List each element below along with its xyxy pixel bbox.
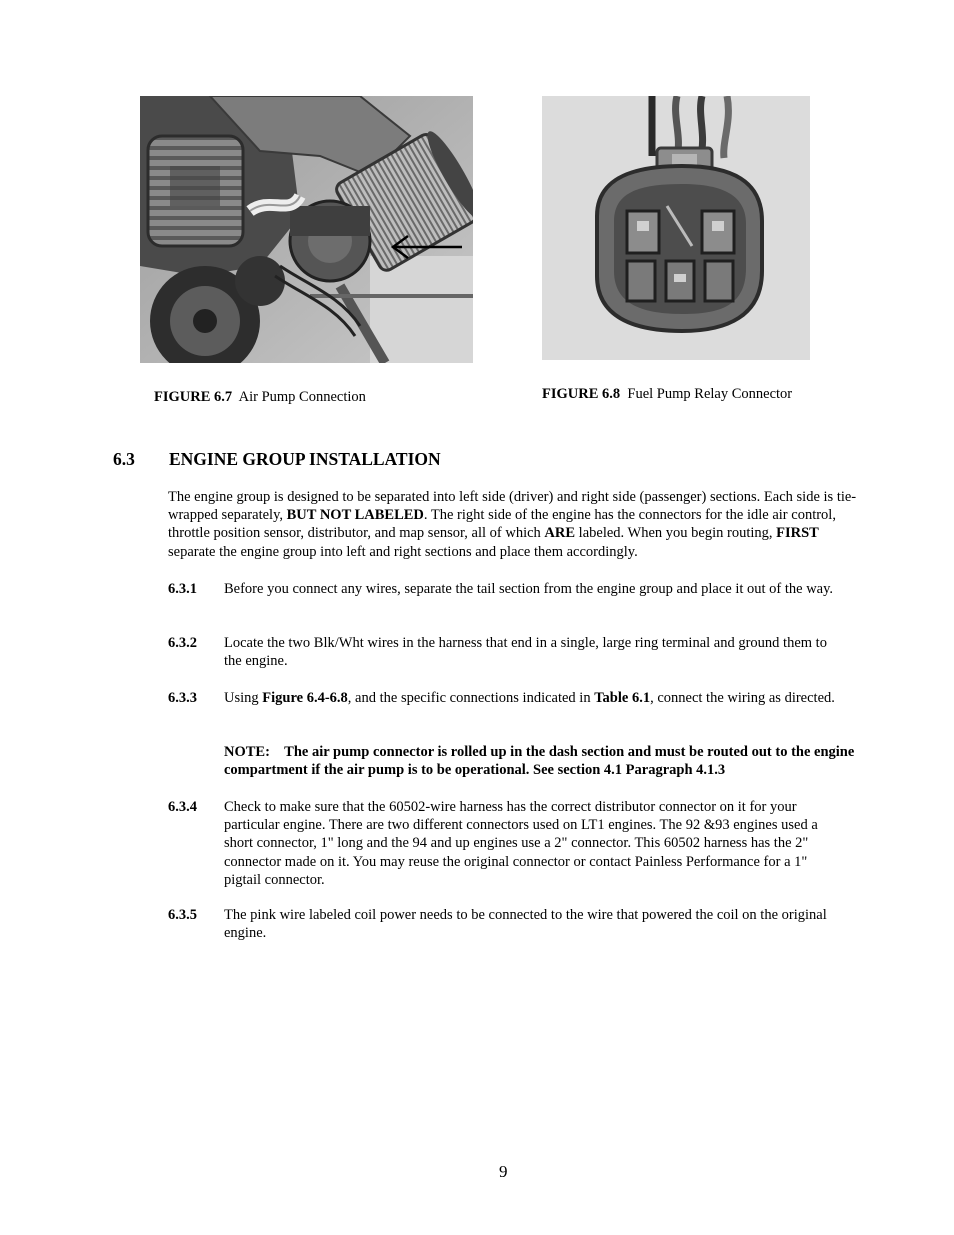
text-run: , connect the wiring as directed. [650, 690, 835, 706]
figure-6-7-caption [154, 389, 366, 406]
bold-run: BUT NOT LABELED [286, 507, 424, 524]
figure-6-7-photo [140, 96, 473, 363]
item-text: Locate the two Blk/Wht wires in the harness that end in a single, large ring terminal and ground them to the engine. [224, 635, 827, 670]
figure-6-8-caption [542, 386, 792, 403]
item-number: 6.3.4 [168, 799, 197, 815]
section-number: 6.3 [113, 449, 135, 469]
item-text: Before you connect any wires, separate the tail section from the engine group and place it out of the way. [224, 581, 834, 597]
note-text: The air pump connector is rolled up in the dash section and must be routed out to the engine compartment if the air pump is to be operational. See section 4.1 Paragraph 4.1.3 [224, 744, 855, 779]
section-heading [113, 449, 441, 470]
figure-caption-label: FIGURE 6.8 [542, 386, 621, 402]
text-run: . The right side of the engine has the connectors for the idle air control, throttle position sensor, distributor, and map sensor, all of which [168, 507, 836, 542]
bold-run: Figure 6.4-6.8 [262, 690, 348, 706]
item-number: 6.3.1 [168, 581, 197, 597]
text-run: labeled. When you begin routing, [575, 525, 777, 542]
figure-caption-text: Air Pump Connection [238, 389, 366, 405]
bold-run: Table 6.1 [594, 690, 651, 706]
figure-caption-text: Fuel Pump Relay Connector [627, 386, 793, 402]
text-run: separate the engine group into left and right sections and place them accordingly. [168, 543, 638, 560]
section-intro-paragraph [168, 488, 858, 561]
item-text: Check to make sure that the 60502-wire harness has the correct distributor connector on it for your particular engine. There are two different connectors used on LT1 engines. The 92 &93 engines used a short connector, 1" long and the 94 and up engines use a 2" connector. This 60502 harness has the 2" connector made on it. You may reuse the original connector or contact Painless Performance for a 1" pigtail connector. [224, 799, 818, 888]
figure-6-8-photo [542, 96, 810, 360]
note-label: NOTE: [224, 744, 270, 760]
text-run: The engine group is designed to be separated into left side (driver) and right side (passenger) sections. Each side is tie-wrapped separately, [168, 489, 857, 524]
item-text [224, 689, 844, 707]
item-number: 6.3.3 [168, 690, 197, 706]
bold-run: ARE [544, 525, 576, 542]
text-run: Using [224, 690, 263, 706]
section-title: ENGINE GROUP INSTALLATION [169, 449, 441, 469]
figure-caption-label: FIGURE 6.7 [154, 389, 233, 405]
text-run: , and the specific connections indicated in [347, 690, 595, 706]
note-paragraph [224, 743, 864, 779]
page-number: 9 [499, 1162, 508, 1181]
item-number: 6.3.5 [168, 907, 197, 923]
item-text: The pink wire labeled coil power needs to be connected to the wire that powered the coil on the original engine. [224, 907, 827, 942]
bold-run: FIRST [776, 525, 819, 542]
item-number: 6.3.2 [168, 635, 197, 651]
